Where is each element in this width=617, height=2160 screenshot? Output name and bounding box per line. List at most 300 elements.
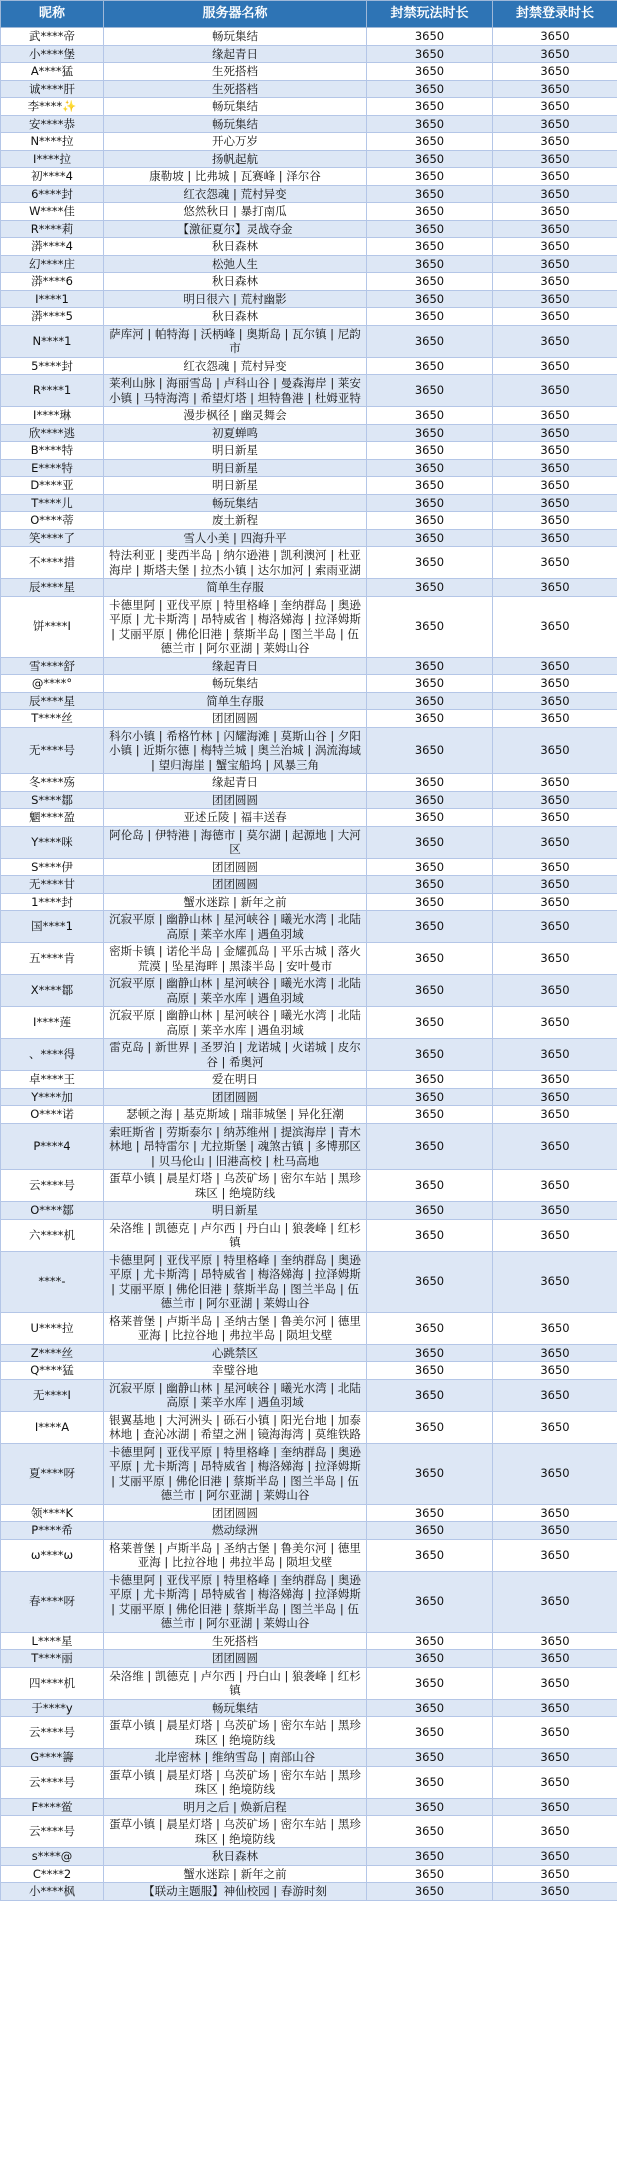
server-name-cell: 缘起青日: [104, 45, 367, 63]
gameplay-ban-duration-cell: 3650: [367, 710, 493, 728]
gameplay-ban-duration-cell: 3650: [367, 1650, 493, 1668]
login-ban-duration-cell: 3650: [493, 1007, 617, 1039]
login-ban-duration-cell: 3650: [493, 357, 617, 375]
server-name-cell: 团团圆圆: [104, 1504, 367, 1522]
nickname-cell: Q****猛: [1, 1362, 104, 1380]
header-gameplay-ban-duration: 封禁玩法时长: [367, 1, 493, 28]
login-ban-duration-cell: 3650: [493, 1699, 617, 1717]
login-ban-duration-cell: 3650: [493, 407, 617, 425]
nickname-cell: 卓****王: [1, 1071, 104, 1089]
server-name-cell: 初夏蝉鸣: [104, 424, 367, 442]
server-name-cell: 团团圆圆: [104, 1650, 367, 1668]
table-row: [1, 1571, 617, 1632]
gameplay-ban-duration-cell: 3650: [367, 1798, 493, 1816]
nickname-cell: N****拉: [1, 133, 104, 151]
table-row: [1, 1650, 617, 1668]
login-ban-duration-cell: 3650: [493, 657, 617, 675]
gameplay-ban-duration-cell: 3650: [367, 1749, 493, 1767]
gameplay-ban-duration-cell: 3650: [367, 150, 493, 168]
header-login-ban-duration: 封禁登录时长: [493, 1, 617, 28]
gameplay-ban-duration-cell: 3650: [367, 1007, 493, 1039]
server-name-cell: 松弛人生: [104, 255, 367, 273]
gameplay-ban-duration-cell: 3650: [367, 1504, 493, 1522]
nickname-cell: 漭****6: [1, 273, 104, 291]
login-ban-duration-cell: 3650: [493, 1749, 617, 1767]
nickname-cell: 6****封: [1, 185, 104, 203]
server-name-cell: 秋日森林: [104, 308, 367, 326]
login-ban-duration-cell: 3650: [493, 1798, 617, 1816]
gameplay-ban-duration-cell: 3650: [367, 133, 493, 151]
server-name-cell: 阿伦岛 | 伊特港 | 海德市 | 莫尔湖 | 起源地 | 大河区: [104, 826, 367, 858]
gameplay-ban-duration-cell: 3650: [367, 238, 493, 256]
server-name-cell: 秋日森林: [104, 1848, 367, 1866]
nickname-cell: 春****呀: [1, 1571, 104, 1632]
table-row: [1, 477, 617, 495]
gameplay-ban-duration-cell: 3650: [367, 512, 493, 530]
gameplay-ban-duration-cell: 3650: [367, 675, 493, 693]
server-name-cell: 团团圆圆: [104, 791, 367, 809]
server-name-cell: 生死搭档: [104, 63, 367, 81]
server-name-cell: 雪人小美 | 四海升平: [104, 529, 367, 547]
gameplay-ban-duration-cell: 3650: [367, 893, 493, 911]
login-ban-duration-cell: 3650: [493, 290, 617, 308]
table-row: [1, 273, 617, 291]
gameplay-ban-duration-cell: 3650: [367, 477, 493, 495]
table-row: [1, 28, 617, 46]
login-ban-duration-cell: 3650: [493, 28, 617, 46]
login-ban-duration-cell: 3650: [493, 692, 617, 710]
login-ban-duration-cell: 3650: [493, 1251, 617, 1312]
login-ban-duration-cell: 3650: [493, 1504, 617, 1522]
nickname-cell: 初****4: [1, 168, 104, 186]
login-ban-duration-cell: 3650: [493, 494, 617, 512]
table-row: [1, 826, 617, 858]
nickname-cell: 五****肯: [1, 943, 104, 975]
login-ban-duration-cell: 3650: [493, 150, 617, 168]
nickname-cell: 笑****了: [1, 529, 104, 547]
nickname-cell: 李****✨: [1, 98, 104, 116]
server-name-cell: 萨库河 | 帕特海 | 沃柄峰 | 奥斯岛 | 瓦尔镇 | 尼韵市: [104, 325, 367, 357]
nickname-cell: 雪****舒: [1, 657, 104, 675]
gameplay-ban-duration-cell: 3650: [367, 255, 493, 273]
server-name-cell: 畅玩集结: [104, 98, 367, 116]
server-name-cell: 漫步枫径 | 幽灵舞会: [104, 407, 367, 425]
table-row: [1, 1362, 617, 1380]
nickname-cell: I****A: [1, 1411, 104, 1443]
gameplay-ban-duration-cell: 3650: [367, 308, 493, 326]
server-name-cell: 畅玩集结: [104, 115, 367, 133]
table-row: [1, 727, 617, 774]
nickname-cell: 幻****庄: [1, 255, 104, 273]
table-row: [1, 1865, 617, 1883]
gameplay-ban-duration-cell: 3650: [367, 1170, 493, 1202]
gameplay-ban-duration-cell: 3650: [367, 494, 493, 512]
gameplay-ban-duration-cell: 3650: [367, 774, 493, 792]
gameplay-ban-duration-cell: 3650: [367, 1106, 493, 1124]
gameplay-ban-duration-cell: 3650: [367, 692, 493, 710]
server-name-cell: 缘起青日: [104, 657, 367, 675]
gameplay-ban-duration-cell: 3650: [367, 1219, 493, 1251]
server-name-cell: 蟹水迷踪 | 新年之前: [104, 893, 367, 911]
nickname-cell: G****籌: [1, 1749, 104, 1767]
nickname-cell: 、****得: [1, 1039, 104, 1071]
table-row: [1, 1632, 617, 1650]
login-ban-duration-cell: 3650: [493, 512, 617, 530]
table-row: [1, 357, 617, 375]
login-ban-duration-cell: 3650: [493, 45, 617, 63]
server-name-cell: 雷克岛 | 新世界 | 圣罗泊 | 龙诺城 | 火诺城 | 皮尔谷 | 希奥河: [104, 1039, 367, 1071]
login-ban-duration-cell: 3650: [493, 1865, 617, 1883]
table-row: [1, 1749, 617, 1767]
table-row: [1, 185, 617, 203]
nickname-cell: T****丽: [1, 1650, 104, 1668]
nickname-cell: 武****帝: [1, 28, 104, 46]
login-ban-duration-cell: 3650: [493, 675, 617, 693]
server-name-cell: 明日新星: [104, 459, 367, 477]
table-row: [1, 1766, 617, 1798]
server-name-cell: 简单生存服: [104, 579, 367, 597]
login-ban-duration-cell: 3650: [493, 911, 617, 943]
gameplay-ban-duration-cell: 3650: [367, 1039, 493, 1071]
gameplay-ban-duration-cell: 3650: [367, 45, 493, 63]
gameplay-ban-duration-cell: 3650: [367, 911, 493, 943]
server-name-cell: 燃动绿洲: [104, 1522, 367, 1540]
login-ban-duration-cell: 3650: [493, 710, 617, 728]
table-row: [1, 596, 617, 657]
nickname-cell: Z****丝: [1, 1344, 104, 1362]
table-row: [1, 133, 617, 151]
gameplay-ban-duration-cell: 3650: [367, 203, 493, 221]
gameplay-ban-duration-cell: 3650: [367, 529, 493, 547]
nickname-cell: 魍****盈: [1, 809, 104, 827]
login-ban-duration-cell: 3650: [493, 255, 617, 273]
server-name-cell: 生死搭档: [104, 80, 367, 98]
server-name-cell: 明日新星: [104, 1202, 367, 1220]
table-row: [1, 1539, 617, 1571]
nickname-cell: 5****封: [1, 357, 104, 375]
gameplay-ban-duration-cell: 3650: [367, 727, 493, 774]
login-ban-duration-cell: 3650: [493, 133, 617, 151]
table-row: [1, 1717, 617, 1749]
table-row: [1, 774, 617, 792]
login-ban-duration-cell: 3650: [493, 1362, 617, 1380]
table-row: [1, 1883, 617, 1901]
table-row: [1, 1411, 617, 1443]
login-ban-duration-cell: 3650: [493, 1848, 617, 1866]
gameplay-ban-duration-cell: 3650: [367, 657, 493, 675]
nickname-cell: @****°: [1, 675, 104, 693]
login-ban-duration-cell: 3650: [493, 203, 617, 221]
login-ban-duration-cell: 3650: [493, 547, 617, 579]
server-name-cell: 亚述丘陵 | 福丰送春: [104, 809, 367, 827]
gameplay-ban-duration-cell: 3650: [367, 975, 493, 1007]
gameplay-ban-duration-cell: 3650: [367, 1411, 493, 1443]
login-ban-duration-cell: 3650: [493, 876, 617, 894]
gameplay-ban-duration-cell: 3650: [367, 1717, 493, 1749]
nickname-cell: Y****咪: [1, 826, 104, 858]
server-name-cell: 索旺斯省 | 劳斯泰尔 | 纳苏维州 | 提滨海岸 | 青木林地 | 昂特雷尔 | 尤拉斯堡 | 魂煞古镇 | 多博那区 | 贝马伦山 | 旧港高校 | 杜马高地: [104, 1123, 367, 1170]
table-row: [1, 1848, 617, 1866]
server-name-cell: 蛋草小镇 | 晨星灯塔 | 乌茨矿场 | 密尔车站 | 黑珍珠区 | 绝境防线: [104, 1717, 367, 1749]
table-row: [1, 1379, 617, 1411]
server-name-cell: 蛋草小镇 | 晨星灯塔 | 乌茨矿场 | 密尔车站 | 黑珍珠区 | 绝境防线: [104, 1766, 367, 1798]
table-row: [1, 45, 617, 63]
table-row: [1, 1202, 617, 1220]
server-name-cell: 红衣怨魂 | 荒村异变: [104, 357, 367, 375]
table-row: [1, 579, 617, 597]
nickname-cell: I****1: [1, 290, 104, 308]
gameplay-ban-duration-cell: 3650: [367, 185, 493, 203]
login-ban-duration-cell: 3650: [493, 943, 617, 975]
table-row: [1, 375, 617, 407]
login-ban-duration-cell: 3650: [493, 1522, 617, 1540]
server-name-cell: 卡德里阿 | 亚伐平原 | 特里格峰 | 奎纳群岛 | 奥逊平原 | 尤卡斯湾 | 昂特威省 | 梅洛娣海 | 拉泽姆斯 | 艾丽平原 | 佛伦旧港 | 蔡斯半岛 | 图兰半岛 | 伍德兰市 | 阿尔亚湖 | 莱姆山谷: [104, 1571, 367, 1632]
table-row: [1, 98, 617, 116]
login-ban-duration-cell: 3650: [493, 1539, 617, 1571]
gameplay-ban-duration-cell: 3650: [367, 876, 493, 894]
gameplay-ban-duration-cell: 3650: [367, 1865, 493, 1883]
login-ban-duration-cell: 3650: [493, 115, 617, 133]
nickname-cell: S****鄒: [1, 791, 104, 809]
server-name-cell: 沉寂平原 | 幽静山林 | 星河峡谷 | 曦光水湾 | 北陆高原 | 莱辛水库 | 遇鱼羽域: [104, 1007, 367, 1039]
login-ban-duration-cell: 3650: [493, 459, 617, 477]
nickname-cell: R****1: [1, 375, 104, 407]
server-name-cell: 明日很六 | 荒村幽影: [104, 290, 367, 308]
nickname-cell: 领****K: [1, 1504, 104, 1522]
gameplay-ban-duration-cell: 3650: [367, 220, 493, 238]
nickname-cell: 辰****星: [1, 579, 104, 597]
login-ban-duration-cell: 3650: [493, 325, 617, 357]
nickname-cell: L****星: [1, 1632, 104, 1650]
table-row: [1, 80, 617, 98]
gameplay-ban-duration-cell: 3650: [367, 80, 493, 98]
server-name-cell: 莱利山脉 | 海丽雪岛 | 卢科山谷 | 曼森海岸 | 莱安小镇 | 马特海湾 | 希望灯塔 | 坦特鲁港 | 杜姆亚特: [104, 375, 367, 407]
login-ban-duration-cell: 3650: [493, 975, 617, 1007]
login-ban-duration-cell: 3650: [493, 529, 617, 547]
login-ban-duration-cell: 3650: [493, 1766, 617, 1798]
table-row: [1, 220, 617, 238]
gameplay-ban-duration-cell: 3650: [367, 1202, 493, 1220]
server-name-cell: 沉寂平原 | 幽静山林 | 星河峡谷 | 曦光水湾 | 北陆高原 | 莱辛水库 | 遇鱼羽域: [104, 1379, 367, 1411]
table-row: [1, 809, 617, 827]
gameplay-ban-duration-cell: 3650: [367, 943, 493, 975]
nickname-cell: W****佳: [1, 203, 104, 221]
nickname-cell: 无****Ⅰ: [1, 1379, 104, 1411]
login-ban-duration-cell: 3650: [493, 727, 617, 774]
table-row: [1, 1007, 617, 1039]
login-ban-duration-cell: 3650: [493, 1170, 617, 1202]
login-ban-duration-cell: 3650: [493, 63, 617, 81]
login-ban-duration-cell: 3650: [493, 375, 617, 407]
login-ban-duration-cell: 3650: [493, 1088, 617, 1106]
gameplay-ban-duration-cell: 3650: [367, 1816, 493, 1848]
nickname-cell: C****2: [1, 1865, 104, 1883]
login-ban-duration-cell: 3650: [493, 168, 617, 186]
nickname-cell: U****拉: [1, 1312, 104, 1344]
table-row: [1, 975, 617, 1007]
gameplay-ban-duration-cell: 3650: [367, 1667, 493, 1699]
server-name-cell: 明月之后 | 焕新启程: [104, 1798, 367, 1816]
table-row: [1, 459, 617, 477]
nickname-cell: 无****甘: [1, 876, 104, 894]
server-name-cell: 卡德里阿 | 亚伐平原 | 特里格峰 | 奎纳群岛 | 奥逊平原 | 尤卡斯湾 | 昂特威省 | 梅洛娣海 | 拉泽姆斯 | 艾丽平原 | 佛伦旧港 | 蔡斯半岛 | 图兰半岛 | 伍德兰市 | 阿尔亚湖 | 莱姆山谷: [104, 1443, 367, 1504]
login-ban-duration-cell: 3650: [493, 1667, 617, 1699]
server-name-cell: 蛋草小镇 | 晨星灯塔 | 乌茨矿场 | 密尔车站 | 黑珍珠区 | 绝境防线: [104, 1170, 367, 1202]
nickname-cell: I****拉: [1, 150, 104, 168]
login-ban-duration-cell: 3650: [493, 98, 617, 116]
nickname-cell: 于****y: [1, 1699, 104, 1717]
server-name-cell: 简单生存服: [104, 692, 367, 710]
server-name-cell: 格莱普堡 | 卢斯半岛 | 圣纳古堡 | 鲁美尔河 | 德里亚海 | 比拉谷地 | 弗拉半岛 | 陨坦戈壁: [104, 1312, 367, 1344]
table-row: [1, 1251, 617, 1312]
login-ban-duration-cell: 3650: [493, 791, 617, 809]
server-name-cell: 扬帆起航: [104, 150, 367, 168]
table-row: [1, 1798, 617, 1816]
server-name-cell: 开心万岁: [104, 133, 367, 151]
server-name-cell: 格莱普堡 | 卢斯半岛 | 圣纳古堡 | 鲁美尔河 | 德里亚海 | 比拉谷地 | 弗拉半岛 | 陨坦戈壁: [104, 1539, 367, 1571]
login-ban-duration-cell: 3650: [493, 308, 617, 326]
login-ban-duration-cell: 3650: [493, 220, 617, 238]
nickname-cell: D****亚: [1, 477, 104, 495]
server-name-cell: 卡德里阿 | 亚伐平原 | 特里格峰 | 奎纳群岛 | 奥逊平原 | 尤卡斯湾 | 昂特威省 | 梅洛娣海 | 拉泽姆斯 | 艾丽平原 | 佛伦旧港 | 蔡斯半岛 | 图兰半岛 | 伍德兰市 | 阿尔亚湖 | 莱姆山谷: [104, 596, 367, 657]
login-ban-duration-cell: 3650: [493, 1443, 617, 1504]
server-name-cell: 爱在明日: [104, 1071, 367, 1089]
server-name-cell: 畅玩集结: [104, 1699, 367, 1717]
login-ban-duration-cell: 3650: [493, 826, 617, 858]
nickname-cell: S****伊: [1, 858, 104, 876]
nickname-cell: 欣****逃: [1, 424, 104, 442]
server-name-cell: 团团圆圆: [104, 1088, 367, 1106]
nickname-cell: O****鄒: [1, 1202, 104, 1220]
table-row: [1, 1071, 617, 1089]
table-header-row: [1, 1, 617, 28]
nickname-cell: T****丝: [1, 710, 104, 728]
gameplay-ban-duration-cell: 3650: [367, 1344, 493, 1362]
nickname-cell: 1****封: [1, 893, 104, 911]
table-row: [1, 63, 617, 81]
server-name-cell: 心跳禁区: [104, 1344, 367, 1362]
table-row: [1, 150, 617, 168]
table-row: [1, 1816, 617, 1848]
gameplay-ban-duration-cell: 3650: [367, 579, 493, 597]
table-row: [1, 692, 617, 710]
server-name-cell: 畅玩集结: [104, 675, 367, 693]
nickname-cell: 不****措: [1, 547, 104, 579]
login-ban-duration-cell: 3650: [493, 1883, 617, 1901]
server-name-cell: 科尔小镇 | 希格竹林 | 闪耀海滩 | 莫斯山谷 | 夕阳小镇 | 近斯尔德 | 梅特兰城 | 奥兰治城 | 涡流海域 | 望归海崖 | 蟹宝船坞 | 风暴三角: [104, 727, 367, 774]
login-ban-duration-cell: 3650: [493, 1571, 617, 1632]
gameplay-ban-duration-cell: 3650: [367, 1312, 493, 1344]
server-name-cell: 卡德里阿 | 亚伐平原 | 特里格峰 | 奎纳群岛 | 奥逊平原 | 尤卡斯湾 | 昂特威省 | 梅洛娣海 | 拉泽姆斯 | 艾丽平原 | 佛伦旧港 | 蔡斯半岛 | 图兰半岛 | 伍德兰市 | 阿尔亚湖 | 莱姆山谷: [104, 1251, 367, 1312]
server-name-cell: 康勒坡 | 比弗城 | 瓦赛峰 | 泽尔谷: [104, 168, 367, 186]
nickname-cell: P****希: [1, 1522, 104, 1540]
login-ban-duration-cell: 3650: [493, 238, 617, 256]
server-name-cell: 北岸密林 | 维纳雪岛 | 南部山谷: [104, 1749, 367, 1767]
table-row: [1, 657, 617, 675]
login-ban-duration-cell: 3650: [493, 1071, 617, 1089]
login-ban-duration-cell: 3650: [493, 1202, 617, 1220]
nickname-cell: F****鲎: [1, 1798, 104, 1816]
gameplay-ban-duration-cell: 3650: [367, 1443, 493, 1504]
table-body: [1, 28, 617, 1901]
gameplay-ban-duration-cell: 3650: [367, 325, 493, 357]
nickname-cell: A****猛: [1, 63, 104, 81]
table-row: [1, 424, 617, 442]
table-row: [1, 943, 617, 975]
nickname-cell: T****儿: [1, 494, 104, 512]
table-row: [1, 529, 617, 547]
gameplay-ban-duration-cell: 3650: [367, 407, 493, 425]
login-ban-duration-cell: 3650: [493, 1039, 617, 1071]
gameplay-ban-duration-cell: 3650: [367, 1071, 493, 1089]
table-row: [1, 1504, 617, 1522]
table-row: [1, 1123, 617, 1170]
nickname-cell: 辰****星: [1, 692, 104, 710]
login-ban-duration-cell: 3650: [493, 1816, 617, 1848]
table-row: [1, 1522, 617, 1540]
server-name-cell: 朵洛维 | 凯德克 | 卢尔西 | 丹白山 | 狼袭峰 | 红杉镇: [104, 1667, 367, 1699]
server-name-cell: 密斯卡镇 | 诺伦半岛 | 金耀孤岛 | 平乐古城 | 落火荒漠 | 坠星海畔 | 黑漆半岛 | 安叶曼市: [104, 943, 367, 975]
nickname-cell: 安****恭: [1, 115, 104, 133]
server-name-cell: 生死搭档: [104, 1632, 367, 1650]
server-name-cell: 蟹水迷踪 | 新年之前: [104, 1865, 367, 1883]
table-row: [1, 1312, 617, 1344]
gameplay-ban-duration-cell: 3650: [367, 1571, 493, 1632]
header-nickname: 昵称: [1, 1, 104, 28]
gameplay-ban-duration-cell: 3650: [367, 1632, 493, 1650]
table-row: [1, 675, 617, 693]
gameplay-ban-duration-cell: 3650: [367, 1251, 493, 1312]
login-ban-duration-cell: 3650: [493, 477, 617, 495]
table-row: [1, 115, 617, 133]
table-row: [1, 325, 617, 357]
gameplay-ban-duration-cell: 3650: [367, 596, 493, 657]
table-row: [1, 203, 617, 221]
table-row: [1, 547, 617, 579]
table-row: [1, 858, 617, 876]
server-name-cell: 瑟顿之海 | 基克斯域 | 瑞菲城堡 | 异化狂潮: [104, 1106, 367, 1124]
server-name-cell: 废土新程: [104, 512, 367, 530]
gameplay-ban-duration-cell: 3650: [367, 1379, 493, 1411]
gameplay-ban-duration-cell: 3650: [367, 290, 493, 308]
login-ban-duration-cell: 3650: [493, 1123, 617, 1170]
login-ban-duration-cell: 3650: [493, 1650, 617, 1668]
table-row: [1, 168, 617, 186]
server-name-cell: 团团圆圆: [104, 710, 367, 728]
nickname-cell: 六****机: [1, 1219, 104, 1251]
gameplay-ban-duration-cell: 3650: [367, 826, 493, 858]
nickname-cell: 漭****4: [1, 238, 104, 256]
gameplay-ban-duration-cell: 3650: [367, 28, 493, 46]
table-row: [1, 442, 617, 460]
nickname-cell: 饼****Ⅰ: [1, 596, 104, 657]
gameplay-ban-duration-cell: 3650: [367, 375, 493, 407]
gameplay-ban-duration-cell: 3650: [367, 1766, 493, 1798]
login-ban-duration-cell: 3650: [493, 893, 617, 911]
gameplay-ban-duration-cell: 3650: [367, 459, 493, 477]
gameplay-ban-duration-cell: 3650: [367, 442, 493, 460]
nickname-cell: 云****号: [1, 1766, 104, 1798]
gameplay-ban-duration-cell: 3650: [367, 1699, 493, 1717]
table-row: [1, 407, 617, 425]
table-row: [1, 1443, 617, 1504]
table-row: [1, 791, 617, 809]
gameplay-ban-duration-cell: 3650: [367, 1522, 493, 1540]
server-name-cell: 明日新星: [104, 477, 367, 495]
gameplay-ban-duration-cell: 3650: [367, 547, 493, 579]
gameplay-ban-duration-cell: 3650: [367, 1123, 493, 1170]
nickname-cell: ****-: [1, 1251, 104, 1312]
